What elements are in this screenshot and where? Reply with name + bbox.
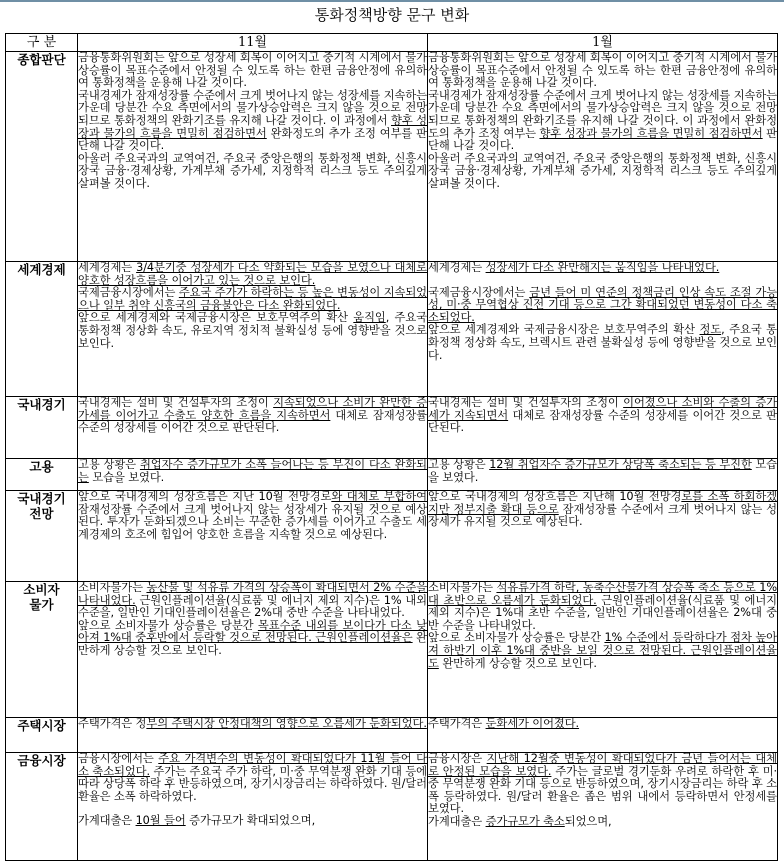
paragraph-text: 완만하게 상승할 것으로 보인다. — [78, 631, 427, 657]
paragraph-text: 대체로 잠재성장률 수준의 성장세를 이어간 것으로 판단된다. — [78, 408, 427, 435]
paragraph-text: 잠재성장률 수준에서 크게 벗어나지 않는 성장세가 유지될 것으로 예상된다. 투자가 둔화되겠으나 소비는 꾸준한 증가세를 이어가고 수출도 세계경제의 호조에 힘입어 양호한 흐름을 지속할 것으로 예상된다. — [78, 502, 427, 541]
changed-phrase-underlined: 와 대체로 부합하여 — [331, 490, 427, 503]
november-text-cell — [78, 718, 428, 753]
january-text-cell — [428, 753, 778, 861]
paragraph — [428, 397, 777, 435]
paragraph-text: 주택가격은 — [428, 717, 486, 730]
top-border-bar — [0, 0, 784, 2]
paragraph — [78, 459, 427, 484]
november-text-cell — [78, 459, 428, 491]
paragraph-text: 금융통화위원회는 앞으로 성장세 회복이 이어지고 중기적 시계에서 물가상승률이 목표수준에서 안정될 수 있도록 하는 한편 금융안정에 유의하여 통화정책을 운용해 나갈 것이다. — [428, 51, 777, 90]
changed-phrase-underlined: 움직임 — [353, 311, 386, 325]
november-text-cell — [78, 753, 428, 861]
paragraph-text: 근원인플레이션율(식료품 및 에너지 제외 지수)은 1% 내외 수준을, 일반인 기대인플레이션율은 2%대 중반 수준을 나타내었다. — [78, 593, 427, 620]
january-text-cell — [428, 52, 778, 262]
paragraph — [428, 491, 777, 529]
paragraph-text: 소비자물가는 — [78, 581, 147, 594]
table-row — [6, 397, 778, 459]
changed-phrase-underlined: 둔화세가 이어졌다. — [485, 717, 580, 730]
table-row — [6, 262, 778, 397]
paragraph-text: 아울러 주요국과의 교역여건, 주요국 중앙은행의 통화정책 변화, 신흥시장국 금융·경제상황, 가계부채 증가세, 지정학적 리스크 등도 주의깊게 살펴볼 것이다. — [428, 151, 777, 190]
paragraph — [78, 815, 427, 828]
changed-phrase-underlined: 주요국 주가가 하락하는 등 높은 변동성이 지속되었으나 일부 취약 신흥국의 금융불안은 다소 완화되었다. — [78, 286, 427, 312]
changed-phrase-underlined: 목표수준 내외를 보이다가 다소 낮아져 1%대 중후반에서 등락할 것으로 전망된다. 근원인플레이션율은 — [78, 618, 427, 645]
paragraph-text: 금융시장은 — [428, 752, 487, 765]
paragraph — [78, 620, 427, 658]
paragraph-text: , 주요국 통화정책 정상화 속도, 유로지역 정치적 불확실성 등에 영향받을 것으로 보인다. — [78, 311, 427, 350]
category-label: 세계경제 — [6, 262, 78, 397]
comparison-table — [5, 33, 778, 861]
paragraph-text: 국내경제가 잠재성장률 수준에서 크게 벗어나지 않는 성장세를 지속하는 가운데 당분간 수요 측면에서의 물가상승압력은 크지 않을 것으로 전망되므로 통화정책의 완화기조를 유지해 나갈 것이다. 이 과정에서 완화정도의 추가 조정 여부는 — [428, 88, 777, 140]
changed-phrase-underlined: 1% 수준에서 등락하다가 점차 높아져 하반기 이후 1%대 중반을 보일 것으로 전망된다. 근원인플레이션율도 — [428, 631, 777, 670]
category-label: 주택시장 — [6, 718, 78, 753]
paragraph — [428, 816, 777, 829]
changed-phrase-underlined: 성장세가 다소 완만해지는 움직임을 나타내었다. — [485, 261, 720, 274]
changed-phrase-underlined: 농산물 및 석유류 가격의 상승폭이 확대되면서 2% 수준을 나타내었다. — [78, 581, 428, 607]
paragraph — [428, 287, 777, 325]
paragraph-text: 국제금융시장에서는 — [428, 285, 530, 299]
paragraph-text: 판단해 나갈 것이다. — [428, 126, 777, 153]
paragraph-text: 증가규모가 확대되었으며, — [185, 814, 316, 828]
paragraph-text: 고용 상황은 — [78, 458, 140, 471]
table-row — [6, 491, 778, 582]
category-label: 국내경기 — [6, 397, 78, 459]
paragraph — [428, 52, 777, 90]
paragraph — [78, 397, 427, 435]
paragraph-text: 국내경제가 잠재성장률 수준에서 크게 벗어나지 않는 성장세를 지속하는 가운데 당분간 수요 측면에서의 물가상승압력은 크지 않을 것으로 전망되므로 통화정책의 완화기조를 유지해 나갈 것이다. 이 과정에서 — [78, 88, 427, 127]
changed-phrase-underlined: 금년 들어 미 연준의 정책금리 인상 속도 조절 가능성, 미·중 무역협상 진전 기대 등으로 그간 확대되었던 변동성이 다소 축소되었다. — [428, 285, 778, 324]
table-row — [6, 718, 778, 753]
paragraph-text: 고용 상황은 — [428, 458, 490, 471]
paragraph-text: 모습을 보였다. — [88, 470, 165, 484]
paragraph — [78, 312, 427, 350]
paragraph — [78, 582, 427, 620]
changed-phrase-underlined: 지속되었으나 소비가 완만한 증가세를 이어가고 수출도 양호한 흐름을 지속하면서 — [78, 396, 427, 422]
paragraph-text: 완화정도의 추가 조정 여부를 판단해 나갈 것이다. — [78, 126, 427, 153]
paragraph-text: 주가는 글로벌 경기둔화 우려로 하락한 후 미·중 무역분쟁 완화 기대 등으로 반등하였으며, 장기시장금리는 하락 후 소폭 등락하였다. 원/달러 환율은 좁은 범위 내에서 등락하면서 안정세를 보였다. — [428, 764, 778, 816]
january-text-cell — [428, 491, 778, 582]
paragraph-text: 금융시장에서는 — [78, 752, 159, 765]
paragraph-text: 아울러 주요국과의 교역여건, 주요국 중앙은행의 통화정책 변화, 신흥시장국 금융·경제상황, 가계부채 증가세, 지정학적 리스크 등도 주의깊게 살펴볼 것이다. — [78, 151, 427, 190]
changed-phrase-underlined: 향후 성장과 물가의 흐름을 면밀히 점검하면서 — [78, 113, 427, 140]
paragraph-text: 모습을 보였다. — [428, 458, 777, 484]
paragraph — [428, 582, 777, 632]
november-text-cell — [78, 491, 428, 582]
header-january: 1월 — [428, 34, 778, 52]
changed-phrase-underlined: 부의 주택시장 안정대책의 영향으로 오름세가 둔화되었다. — [146, 717, 427, 730]
paragraph-text: 앞으로 소비자물가 상승률은 당분간 — [428, 631, 605, 645]
paragraph-text: 대체로 잠재성장률 수준의 성장세를 이어간 것으로 판단된다. — [428, 408, 777, 435]
paragraph-text: 국제금융시장에서는 — [78, 286, 179, 300]
header-november: 11월 — [78, 34, 428, 52]
header-category: 구 분 — [6, 34, 78, 52]
paragraph — [78, 52, 427, 90]
changed-phrase-underlined: 10월 들어 — [135, 814, 186, 828]
paragraph — [78, 718, 427, 731]
changed-phrase-underlined: 증가규모가 축소 — [485, 814, 565, 828]
paragraph — [428, 753, 777, 816]
paragraph — [428, 90, 777, 153]
category-label: 금융시장 — [6, 753, 78, 861]
paragraph-text: , 주요국 통화정책 정상화 속도, 브렉시트 관련 불확실성 등에 영향받을 것으로 보인다. — [428, 323, 777, 362]
table-row — [6, 753, 778, 861]
november-text-cell — [78, 52, 428, 262]
paragraph-text: 주택가격은 정 — [78, 717, 147, 730]
changed-phrase-underlined: 로를 소폭 하회하겠지만 정부지출 확대 등으로 — [428, 490, 777, 516]
paragraph-text: 가계대출은 — [428, 814, 486, 828]
paragraph — [428, 718, 777, 731]
changed-phrase-underlined: 12월 취업자수 증가규모가 상당폭 축소되는 등 부진한 — [489, 458, 752, 471]
paragraph-text: 소비자물가는 — [428, 581, 497, 594]
paragraph — [78, 90, 427, 153]
paragraph — [428, 632, 777, 670]
january-text-cell — [428, 262, 778, 397]
changed-phrase-underlined: 지난해 12월중 변동성이 확대되었다가 금년 들어서는 대체로 안정된 모습을 보였다. — [428, 752, 777, 778]
category-label: 국내경기 전망 — [6, 491, 78, 582]
paragraph — [428, 262, 777, 275]
paragraph-text: 국내경제는 설비 및 건설투자의 조정이 — [78, 396, 274, 409]
category-label: 종합판단 — [6, 52, 78, 262]
paragraph-text: 앞으로 세계경제와 국제금융시장은 보호무역주의 확산 — [428, 323, 700, 337]
table-body — [6, 52, 778, 861]
paragraph — [78, 491, 427, 541]
changed-phrase-underlined: 주요 가격변수의 변동성이 확대되었다가 11월 들어 다소 축소되었다. — [78, 752, 427, 778]
paragraph — [428, 153, 777, 191]
paragraph — [78, 153, 427, 191]
paragraph-text: 앞으로 세계경제와 국제금융시장은 보호무역주의 확산 — [78, 311, 354, 325]
paragraph — [428, 459, 777, 484]
paragraph-text: 완만하게 상승할 것으로 보인다. — [438, 656, 597, 670]
changed-phrase-underlined: 석유류가격 하락, 농축수산물가격 상승폭 축소 등으로 1%대 초반으로 오름세가 둔화되었다. — [428, 581, 777, 607]
paragraph — [78, 262, 427, 287]
changed-phrase-underlined: 이어졌으나 소비와 수출의 증가세가 지속되면서 — [428, 396, 777, 422]
paragraph-text: 되었으며, — [564, 814, 612, 828]
january-text-cell — [428, 582, 778, 718]
changed-phrase-underlined: 정도 — [699, 323, 722, 337]
table-row — [6, 582, 778, 718]
paragraph-text: 세계경제는 — [428, 261, 486, 274]
page-title: 통화정책방향 문구 변화 — [314, 6, 470, 24]
table-row — [6, 52, 778, 262]
january-text-cell — [428, 397, 778, 459]
january-text-cell — [428, 459, 778, 491]
paragraph — [78, 287, 427, 312]
paragraph-text: 잠재성장률 수준에서 크게 벗어나지 않는 성장세가 유지될 것으로 예상된다. — [428, 502, 777, 529]
paragraph-text: 앞으로 국내경제의 성장흐름은 지난 10월 전망경로 — [78, 490, 332, 503]
paragraph — [78, 753, 427, 803]
changed-phrase-underlined: 3/4분기중 성장세가 다소 약화되는 모습을 보였으나 대체로 양호한 성장흐름을 이어가고 있는 것으로 보인다. — [78, 261, 427, 287]
november-text-cell — [78, 582, 428, 718]
paragraph-text: 주가는 주요국 주가 하락, 미·중 무역분쟁 완화 기대 등에 따라 상당폭 하락 후 반등하였으며, 장기시장금리는 하락하였다. 원/달러 환율은 소폭 하락하였다. — [78, 764, 427, 803]
changed-phrase-underlined: 취업자수 증가규모가 소폭 늘어나는 등 부진이 다소 완화되는 — [78, 458, 427, 484]
paragraph-text: 앞으로 소비자물가 상승률은 당분간 — [78, 618, 258, 632]
changed-phrase-underlined: 향후 성장과 물가의 흐름을 면밀히 점검하면서 — [539, 126, 763, 140]
paragraph — [428, 324, 777, 362]
november-text-cell — [78, 397, 428, 459]
paragraph-text: 가계대출은 — [78, 814, 136, 828]
november-text-cell — [78, 262, 428, 397]
table-header-row — [6, 34, 778, 52]
category-label: 고용 — [6, 459, 78, 491]
january-text-cell — [428, 718, 778, 753]
paragraph-text: 근원인플레이션율(식료품 및 에너지 제외 지수)은 1%대 초반 수준을, 일반인 기대인플레이션율은 2%대 중반 수준을 나타내었다. — [428, 593, 777, 632]
category-label: 소비자 물가 — [6, 582, 78, 718]
paragraph-text: 국내경제는 설비 및 건설투자의 조정이 — [428, 396, 624, 409]
table-row — [6, 459, 778, 491]
paragraph-text: 금융통화위원회는 앞으로 성장세 회복이 이어지고 중기적 시계에서 물가상승률이 목표수준에서 안정될 수 있도록 하는 한편 금융안정에 유의하여 통화정책을 운용해 나갈 것이다. — [78, 51, 427, 90]
paragraph-text: 세계경제는 — [78, 261, 137, 274]
paragraph-text: 앞으로 국내경제의 성장흐름은 지난해 10월 전망경 — [428, 490, 682, 503]
